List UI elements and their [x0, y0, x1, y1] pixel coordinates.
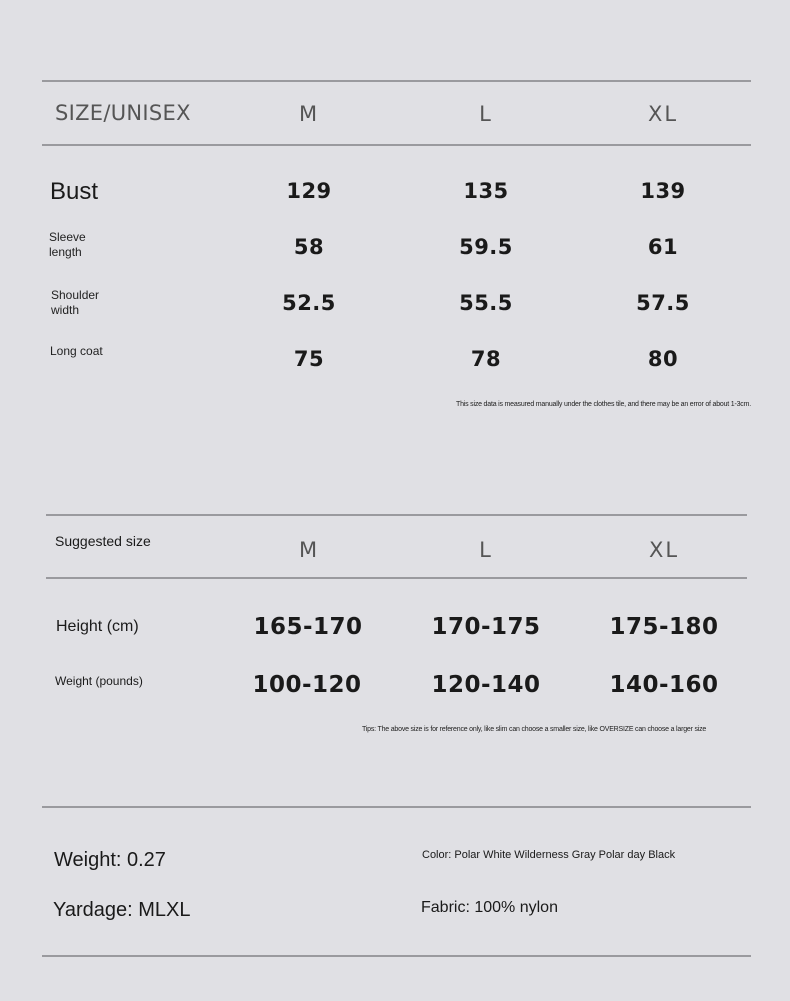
sleeve-l-value: 59.5: [459, 235, 513, 259]
row-label-bust: Bust: [50, 178, 99, 205]
row-label-height: Height (cm): [56, 618, 139, 635]
size-header-l: L: [479, 102, 493, 126]
height-xl-value: 175-180: [609, 614, 719, 640]
coat-l-value: 78: [470, 347, 502, 371]
row-label-sleeve-line2: length: [49, 245, 82, 259]
size-header-m: M: [298, 102, 320, 126]
suggested-header-m: M: [298, 538, 320, 562]
row-label-sleeve-length: [49, 230, 86, 260]
divider-suggested-header: [46, 577, 747, 579]
shoulder-xl-value: 57.5: [636, 291, 690, 315]
row-label-shoulder-width: [51, 288, 99, 318]
product-fabric: Fabric: 100% nylon: [421, 899, 558, 916]
weight-xl-value: 140-160: [609, 672, 719, 698]
product-yardage: Yardage: MLXL: [53, 899, 191, 921]
bust-xl-value: 139: [640, 179, 686, 203]
row-label-shoulder-line2: width: [51, 303, 80, 317]
height-m-value: 165-170: [253, 614, 363, 640]
bust-l-value: 135: [463, 179, 509, 203]
divider-size-header: [42, 144, 751, 146]
divider-top: [42, 80, 751, 82]
divider-info-top: [42, 806, 751, 808]
height-l-value: 170-175: [431, 614, 541, 640]
suggested-header-xl: XL: [648, 538, 680, 562]
product-weight: Weight: 0.27: [54, 849, 166, 871]
size-table-header-label: SIZE/UNISEX: [55, 101, 191, 125]
weight-m-value: 100-120: [252, 672, 362, 698]
suggested-header-l: L: [479, 538, 493, 562]
row-label-shoulder-line1: Shoulder: [51, 288, 100, 302]
row-label-weight: Weight (pounds): [55, 674, 143, 688]
coat-m-value: 75: [293, 347, 325, 371]
divider-suggested-top: [46, 514, 747, 516]
shoulder-l-value: 55.5: [459, 291, 513, 315]
row-label-sleeve-line1: Sleeve: [49, 230, 86, 244]
sleeve-m-value: 58: [293, 235, 325, 259]
size-measure-note: This size data is measured manually under the clothes tile, and there may be an error of about 1-3cm.: [456, 401, 751, 408]
bust-m-value: 129: [286, 179, 332, 203]
weight-l-value: 120-140: [431, 672, 541, 698]
row-label-long-coat: Long coat: [50, 344, 103, 358]
coat-xl-value: 80: [647, 347, 679, 371]
suggested-size-tips: Tips: The above size is for reference only, like slim can choose a smaller size, like OVERSIZE can choose a larger size: [362, 726, 707, 733]
suggested-header-label: Suggested size: [55, 533, 151, 549]
divider-bottom: [42, 955, 751, 957]
product-color: Color: Polar White Wilderness Gray Polar day Black: [422, 849, 676, 861]
sleeve-xl-value: 61: [647, 235, 679, 259]
size-header-xl: XL: [647, 102, 679, 126]
shoulder-m-value: 52.5: [282, 291, 336, 315]
